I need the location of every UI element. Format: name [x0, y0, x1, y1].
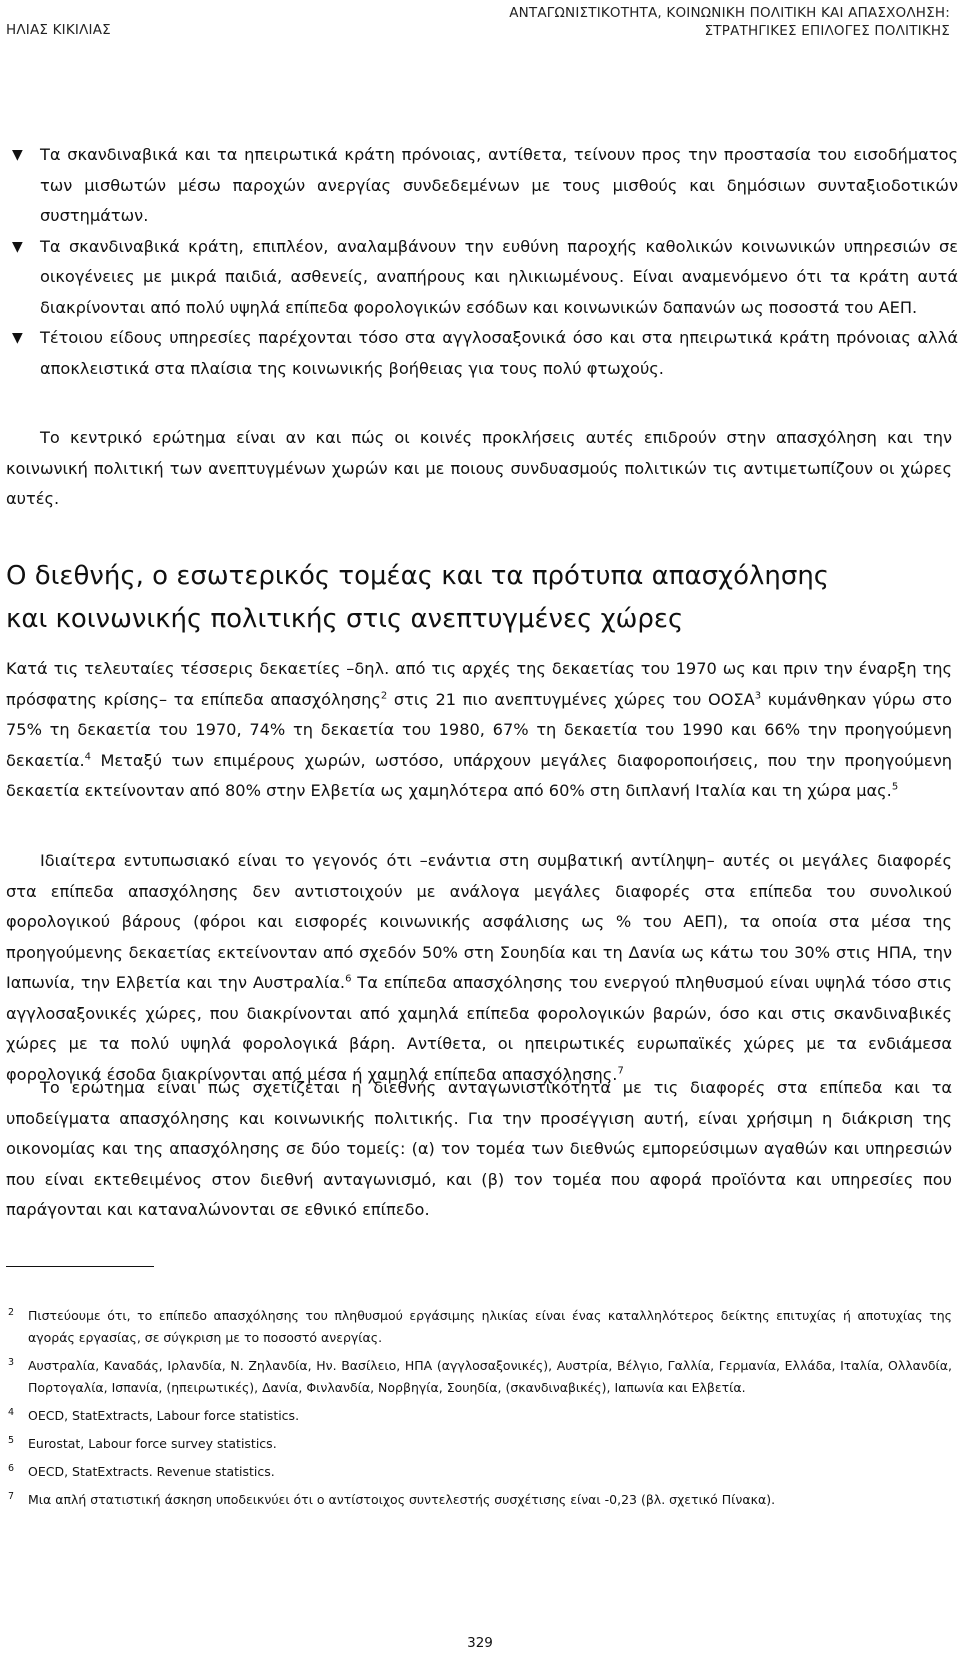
- footnote-ref-7[interactable]: 7: [617, 1065, 624, 1077]
- text-run: Τα επίπεδα απασχόλησης του ενεργού πληθυσμού είναι υψηλά τόσο στις αγγλοσαξονικές χώρες, που διακρίνονται από χαμηλά επίπεδα φορολογικών βαρών, όσο και στις σκανδιναβικές χώρες με τα πολύ υψηλά φορολογικά βάρη. Αντίθετα, οι ηπειρωτικές ευρωπαϊκές χώρες με τα ενδιάμεσα φορολογικά έσοδα διακρίνονται από μέσα ή χαμηλά επίπεδα απασχόλησης.: [6, 973, 953, 1084]
- bullet-item: [6, 232, 958, 324]
- employment-levels-paragraph: [6, 654, 952, 807]
- footnote-ref-6[interactable]: 6: [345, 973, 352, 985]
- text-run: κυμάνθηκαν γύρω στο 75% τη δεκαετία του 1970, 74% τη δεκαετία του 1980, 67% τη δεκαετία του 1990 και 66% την προηγούμενη δεκαετία.: [6, 689, 952, 770]
- footnote-number: 6: [8, 1463, 15, 1474]
- section-heading: [6, 555, 906, 641]
- footnote-separator: [6, 1266, 154, 1267]
- section-heading-line-2: και κοινωνικής πολιτικής στις ανεπτυγμένες χώρες: [6, 604, 684, 634]
- running-header: [6, 4, 954, 48]
- footnote-text: Eurostat, Labour force survey statistics.: [28, 1436, 277, 1451]
- footnote-number: 2: [8, 1307, 15, 1318]
- footnote-ref-5[interactable]: 5: [891, 781, 899, 793]
- triangle-bullet-icon: ▼: [12, 238, 23, 255]
- header-title-line-2: ΣΤΡΑΤΗΓΙΚΕΣ ΕΠΙΛΟΓΕΣ ΠΟΛΙΤΙΚΗΣ: [704, 23, 950, 39]
- footnote-number: 4: [8, 1407, 15, 1418]
- bullet-list: [6, 140, 958, 384]
- footnote-ref-2[interactable]: 2: [380, 690, 388, 702]
- central-question-paragraph: Το κεντρικό ερώτημα είναι αν και πώς οι κοινές προκλήσεις αυτές επιδρούν στην απασχόληση και την κοινωνική πολιτική των ανεπτυγμένων χωρών και με ποιους συνδυασμούς πολιτικών τις αντιμετωπίζουν οι χώρες αυτές.: [6, 428, 952, 508]
- footnote-item: [6, 1489, 952, 1511]
- footnote-item: [6, 1355, 952, 1399]
- footnote-text: OECD, StatExtracts. Revenue statistics.: [28, 1464, 275, 1479]
- footnote-item: [6, 1433, 952, 1455]
- page-number: 329: [467, 1635, 493, 1651]
- bullet-text: Τέτοιου είδους υπηρεσίες παρέχονται τόσο στα αγγλοσαξονικά όσο και στα ηπειρωτικά κράτη πρόνοιας αλλά αποκλειστικά στα πλαίσια της κοινωνικής βοήθειας για τους πολύ φτωχούς.: [40, 328, 958, 378]
- footnote-number: 7: [8, 1491, 15, 1502]
- text-run: Ιδιαίτερα εντυπωσιακό είναι το γεγονός ότι –ενάντια στη συμβατική αντίληψη– αυτές οι μεγάλες διαφορές στα επίπεδα απασχόλησης δεν αντιστοιχούν με ανάλογα μεγάλες διαφορές στα επίπεδα του συνολικού φορολογικού βάρους (φόροι και εισφορές κοινωνικής ασφάλισης ως % του ΑΕΠ), τα οποία στα μέσα της προηγούμενης δεκαετίας εκτείνονταν από σχεδόν 50% στη Σουηδία και τη Δανία ως κάτω του 30% στις ΗΠΑ, την Ιαπωνία, την Ελβετία και την Αυστραλία.: [6, 851, 952, 992]
- text-run: στις 21 πιο ανεπτυγμένες χώρες του ΟΟΣΑ: [387, 689, 755, 709]
- footnote-text: Πιστεύουμε ότι, το επίπεδο απασχόλησης του πληθυσμού εργάσιμης ηλικίας είναι ένας καταλληλότερος δείκτης επιτυχίας ή αποτυχίας της αγοράς εργασίας, σε σύγκριση με το ποσοστό ανεργίας.: [28, 1308, 952, 1345]
- footnote-number: 5: [8, 1435, 15, 1446]
- footnote-number: 3: [8, 1357, 15, 1368]
- footnote-text: Μια απλή στατιστική άσκηση υποδεικνύει ότι ο αντίστοιχος συντελεστής συσχέτισης είναι -0,23 (βλ. σχετικό Πίνακα).: [28, 1492, 776, 1507]
- bullet-item: [6, 140, 958, 232]
- section-heading-line-1: Ο διεθνής, ο εσωτερικός τομέας και τα πρότυπα απασχόλησης: [6, 561, 830, 591]
- footnotes: [6, 1305, 952, 1517]
- footnote-text: OECD, StatExtracts, Labour force statistics.: [28, 1408, 300, 1423]
- bullet-text: Τα σκανδιναβικά κράτη, επιπλέον, αναλαμβάνουν την ευθύνη παροχής καθολικών κοινωνικών υπηρεσιών σε οικογένειες με μικρά παιδιά, ασθενείς, αναπήρους και ηλικιωμένους. Είναι αναμενόμενο ότι τα κράτη αυτά διακρίνονται από πολύ υψηλά επίπεδα φορολογικών εσόδων και κοινωνικών δαπανών ως ποσοστά του ΑΕΠ.: [40, 236, 958, 317]
- footnote-item: [6, 1461, 952, 1483]
- triangle-bullet-icon: ▼: [12, 330, 23, 346]
- footnote-item: [6, 1305, 952, 1349]
- header-book-title: [509, 4, 950, 40]
- text-run: Μεταξύ των επιμέρους χωρών, ωστόσο, υπάρχουν μεγάλες διαφοροποιήσεις, που την προηγούμενη δεκαετία εκτείνονταν από 80% στην Ελβετία ως χαμηλότερα από 60% στη διπλανή Ιταλία και τη χώρα μας.: [6, 750, 952, 800]
- competitiveness-paragraph: Το ερώτημα είναι πώς σχετίζεται η διεθνής ανταγωνιστικότητα με τις διαφορές στα επίπεδα και τα υποδείγματα απασχόλησης και κοινωνικής πολιτικής. Για την προσέγγιση αυτή, είναι χρήσιμη η διάκριση της οικονομίας και της απασχόλησης σε δύο τομείς: (α) τον τομέα των διεθνώς εμπορεύσιμων αγαθών και υπηρεσιών που είναι εκτεθειμένος στον διεθνή ανταγωνισμό, και (β) τον τομέα που αφορά προϊόντα και υπηρεσίες που παράγονται και καταναλώνονται σε εθνικό επίπεδο.: [6, 1078, 952, 1219]
- bullet-item: [6, 323, 958, 384]
- header-author: ΗΛΙΑΣ ΚΙΚΙΛΙΑΣ: [6, 22, 111, 38]
- footnote-item: [6, 1405, 952, 1427]
- tax-burden-paragraph: [6, 846, 952, 1090]
- footnote-ref-4[interactable]: 4: [84, 751, 92, 763]
- footnote-ref-3[interactable]: 3: [754, 690, 762, 702]
- bullet-text: Τα σκανδιναβικά και τα ηπειρωτικά κράτη πρόνοιας, αντίθετα, τείνουν προς την προστασία του εισοδήματος των μισθωτών μέσω παροχών ανεργίας συνδεδεμένων με τους μισθούς και δημόσιων συνταξιοδοτικών συστημάτων.: [40, 145, 958, 225]
- header-title-line-1: ΑΝΤΑΓΩΝΙΣΤΙΚΟΤΗΤΑ, ΚΟΙΝΩΝΙΚΗ ΠΟΛΙΤΙΚΗ ΚΑΙ ΑΠΑΣΧΟΛΗΣΗ:: [509, 5, 950, 21]
- triangle-bullet-icon: ▼: [12, 147, 23, 163]
- text-run: Κατά τις τελευταίες τέσσερις δεκαετίες –δηλ. από τις αρχές της δεκαετίας του 1970 ως και πριν την έναρξη της πρόσφατης κρίσης– τα επίπεδα απασχόλησης: [6, 659, 952, 709]
- footnote-text: Αυστραλία, Καναδάς, Ιρλανδία, Ν. Ζηλανδία, Ην. Βασίλειο, ΗΠΑ (αγγλοσαξονικές), Αυστρία, Βέλγιο, Γαλλία, Γερμανία, Ελλάδα, Ιταλία, Ολλανδία, Πορτογαλία, Ισπανία, (ηπειρωτικές), Δανία, Φινλανδία, Νορβηγία, Σουηδία, (σκανδιναβικές), Ιαπωνία και Ελβετία.: [28, 1358, 952, 1395]
